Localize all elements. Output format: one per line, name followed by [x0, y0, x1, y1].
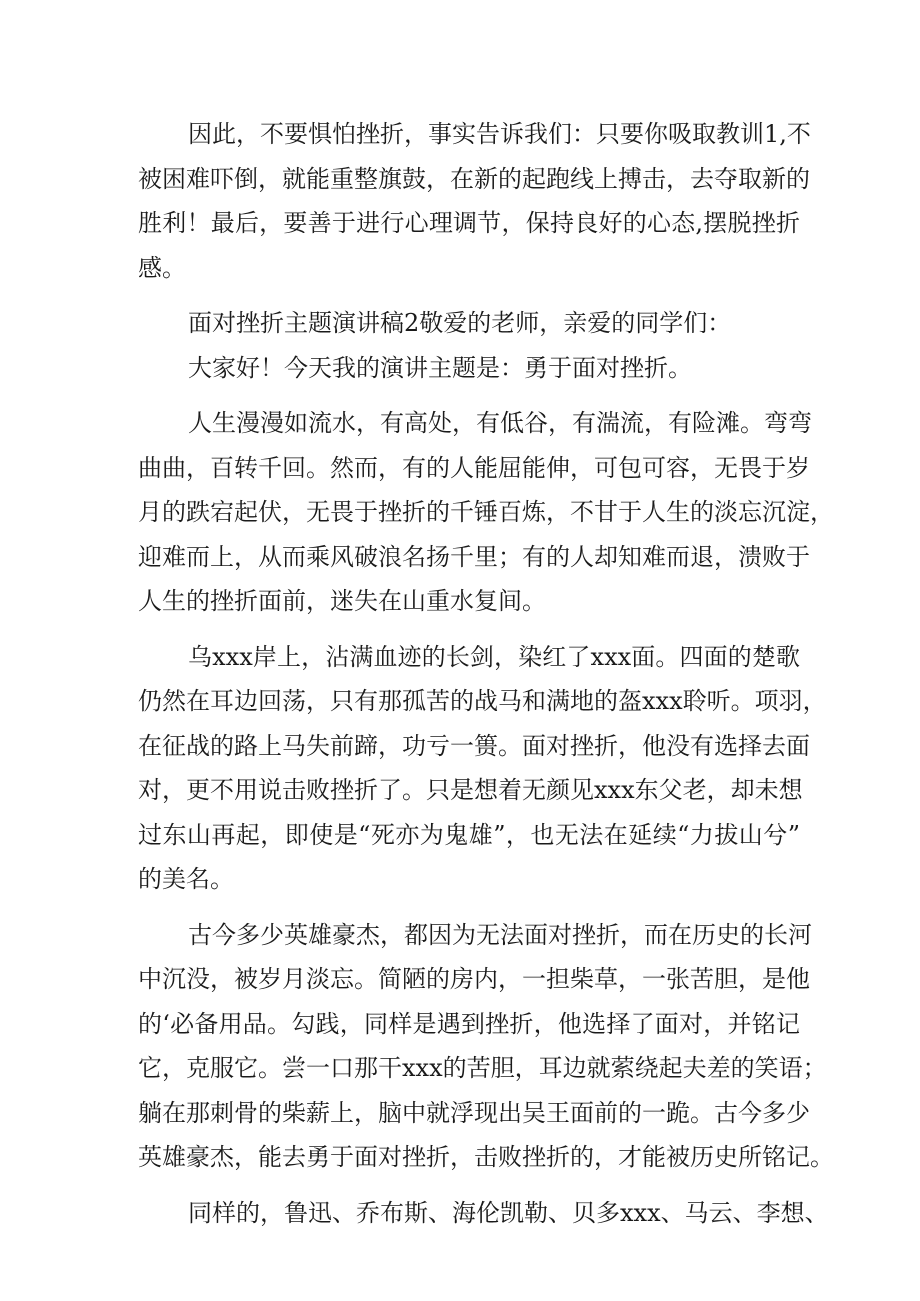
text-line: 古今多少英雄豪杰，都因为无法面对挫折，而在历史的长河: [188, 920, 812, 949]
paragraph-gou-jian: [138, 913, 834, 1180]
text-line: 乌xxx岸上，沾满血迹的长剑，染红了xxx面。四面的楚歌: [188, 642, 800, 671]
text-line: 的‘必备用品。勾践，同样是遇到挫折，他选择了面对，并铭记: [138, 1009, 800, 1038]
text-line: 的美名。: [138, 865, 234, 893]
text-line: 大家好！今天我的演讲主题是：勇于面对挫折。: [188, 353, 692, 382]
paragraph-life: [138, 401, 834, 624]
text-line: 仍然在耳边回荡，只有那孤苦的战马和满地的盔xxx聆听。项羽，: [138, 687, 827, 715]
text-line: 英雄豪杰，能去勇于面对挫折，击败挫折的，才能被历史所铭记。: [138, 1143, 834, 1171]
text-line: 躺在那刺骨的柴薪上，脑中就浮现出吴王面前的一跪。古今多少: [138, 1098, 810, 1127]
text-line: 被困难吓倒，就能重整旗鼓，在新的起跑线上搏击，去夺取新的: [138, 164, 810, 193]
paragraph-greeting: [138, 346, 800, 391]
text-line: 人生的挫折面前，迷失在山重水复间。: [138, 587, 546, 615]
text-line: 它，克服它。尝一口那干xxx的苦胆，耳边就萦绕起夫差的笑语；: [138, 1054, 827, 1082]
text-line: 中沉没，被岁月淡忘。简陋的房内，一担柴草，一张苦胆，是他: [138, 965, 810, 993]
text-line: 感。: [138, 253, 186, 282]
text-line: 人生漫漫如流水，有高处，有低谷，有湍流，有险滩。弯弯: [188, 409, 812, 437]
text-line: 因此，不要惧怕挫折，事实告诉我们：只要你吸取教训1,不: [188, 120, 811, 148]
text-line: 面对挫折主题演讲稿2敬爱的老师，亲爱的同学们：: [188, 309, 732, 337]
paragraph-conclusion: [138, 112, 811, 290]
speech-text: [138, 112, 834, 1235]
paragraph-xiang-yu: [138, 635, 827, 902]
text-line: 同样的，鲁迅、乔布斯、海伦凯勒、贝多xxx、马云、李想、: [188, 1198, 829, 1227]
text-line: 在征战的路上马失前蹄，功亏一篑。面对挫折，他没有选择去面: [138, 731, 810, 760]
paragraph-examples: [138, 1191, 829, 1236]
text-line: 曲曲，百转千回。然而，有的人能屈能伸，可包可容，无畏于岁: [138, 453, 810, 482]
text-line: 对，更不用说击败挫折了。只是想着无颜见xxx东父老，却未想: [138, 776, 803, 804]
text-line: 月的跌宕起伏，无畏于挫折的千锤百炼，不甘于人生的淡忘沉淀，: [138, 498, 834, 526]
text-line: 过东山再起，即使是“死亦为鬼雄”，也无法在延续“力拔山兮”: [138, 820, 800, 849]
text-line: 胜利！最后，要善于进行心理调节，保持良好的心态,摆脱挫折: [138, 209, 800, 237]
text-line: 迎难而上，从而乘风破浪名扬千里；有的人却知难而退，溃败于: [138, 542, 810, 571]
paragraph-speech-title: [138, 301, 800, 346]
